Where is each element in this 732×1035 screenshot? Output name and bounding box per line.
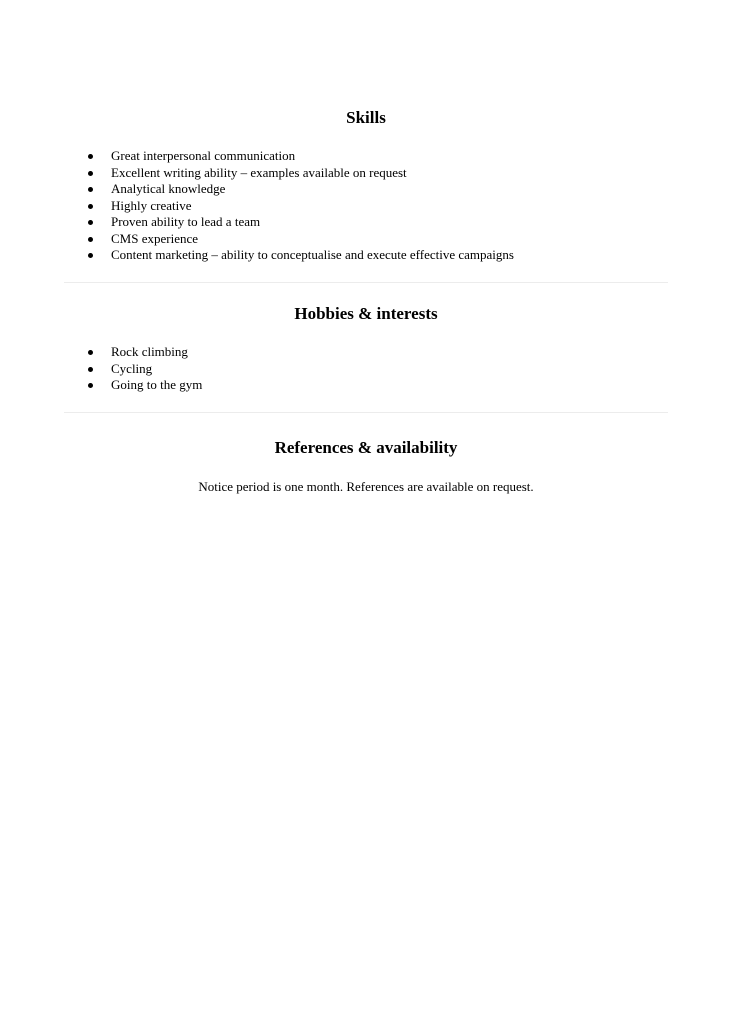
list-item-text: Highly creative [111, 197, 192, 213]
list-item [86, 165, 514, 182]
list-item-text: CMS experience [111, 230, 199, 246]
list-item-text: Rock climbing [111, 344, 188, 359]
list-item [86, 344, 202, 361]
list-item [86, 214, 514, 231]
bullet-icon [88, 220, 93, 225]
bullet-icon [88, 383, 93, 388]
list-item [86, 247, 514, 264]
skills-list [86, 148, 514, 264]
section-divider [64, 282, 668, 283]
bullet-icon [88, 204, 93, 209]
bullet-icon [88, 350, 93, 355]
list-item-text: Analytical knowledge [111, 181, 226, 196]
bullet-icon [88, 171, 93, 176]
list-item-text: Proven ability to lead a team [111, 214, 261, 229]
list-item-text: Content marketing – ability to conceptualise and execute effective campaigns [111, 247, 514, 262]
bullet-icon [88, 367, 93, 372]
references-heading: References & availability [274, 438, 458, 457]
section-divider [64, 412, 668, 413]
list-item [86, 361, 202, 378]
list-item [86, 231, 514, 248]
list-item [86, 181, 514, 198]
references-text: Notice period is one month. References are available on request. [198, 479, 534, 494]
list-item [86, 148, 514, 165]
list-item-text: Excellent writing ability – examples available on request [111, 164, 407, 180]
bullet-icon [88, 253, 93, 258]
bullet-icon [88, 237, 93, 242]
hobbies-list [86, 344, 202, 394]
bullet-icon [88, 154, 93, 159]
skills-heading: Skills [346, 108, 386, 127]
list-item-text: Going to the gym [111, 377, 203, 392]
list-item [86, 198, 514, 215]
list-item-text: Great interpersonal communication [111, 148, 296, 163]
list-item [86, 377, 202, 394]
list-item-text: Cycling [111, 360, 153, 376]
bullet-icon [88, 187, 93, 192]
hobbies-heading: Hobbies & interests [294, 304, 438, 323]
